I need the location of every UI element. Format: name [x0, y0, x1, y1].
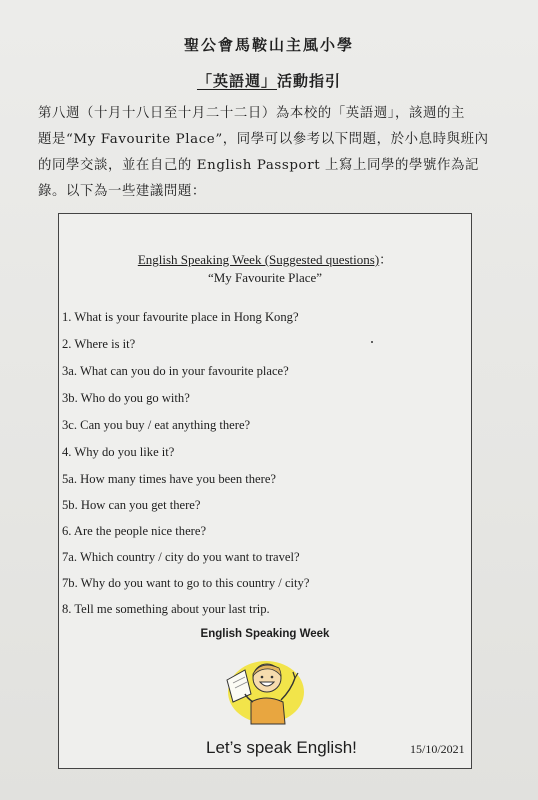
intro-line: 第八週（十月十八日至十月二十二日）為本校的「英語週」，該週的主 [38, 106, 466, 121]
smiling-child-with-paper-icon [221, 650, 311, 726]
stray-dot [371, 341, 373, 343]
activity-heading [0, 70, 538, 91]
school-name: 聖公會馬鞍山主風小學 [183, 36, 354, 54]
question-item: 7b. Why do you want to go to this country / city? [62, 576, 310, 590]
intro-line: 的同學交談，並在自己的 English Passport 上寫上同學的學號作為記 [38, 158, 479, 173]
heading-highlight: 「英語週」 [196, 72, 277, 90]
question-item: 5a. How many times have you been there? [62, 472, 277, 486]
heading-rest: 活動指引 [277, 72, 342, 90]
question-item: 4. Why do you like it? [62, 445, 175, 459]
questions-box [58, 213, 472, 769]
question-item: 3a. What can you do in your favourite place? [62, 364, 289, 378]
footer-label: English Speaking Week [200, 628, 330, 640]
intro-line: 錄。以下為一些建議問題： [38, 184, 206, 199]
date-label: 15/10/2021 [410, 742, 465, 756]
box-subtitle: “My Favourite Place” [207, 270, 323, 285]
box-title [59, 249, 471, 268]
question-item: 5b. How can you get there? [62, 498, 201, 512]
slogan: Let’s speak English! [206, 738, 357, 757]
question-item: 6. Are the people nice there? [62, 524, 207, 538]
question-item: 2. Where is it? [62, 337, 136, 351]
question-item: 7a. Which country / city do you want to travel? [62, 550, 300, 564]
intro-line: 題是“My Favourite Place”，同學可以參考以下問題，於小息時與班內 [38, 132, 489, 147]
box-title-text: English Speaking Week (Suggested questions) [137, 252, 380, 267]
question-item: 3b. Who do you go with? [62, 391, 190, 405]
box-title-suffix: ： [379, 252, 393, 267]
question-item: 8. Tell me something about your last trip. [62, 602, 270, 616]
intro-paragraph [38, 101, 508, 205]
question-item: 1. What is your favourite place in Hong Kong? [62, 310, 299, 324]
question-item: 3c. Can you buy / eat anything there? [62, 418, 251, 432]
